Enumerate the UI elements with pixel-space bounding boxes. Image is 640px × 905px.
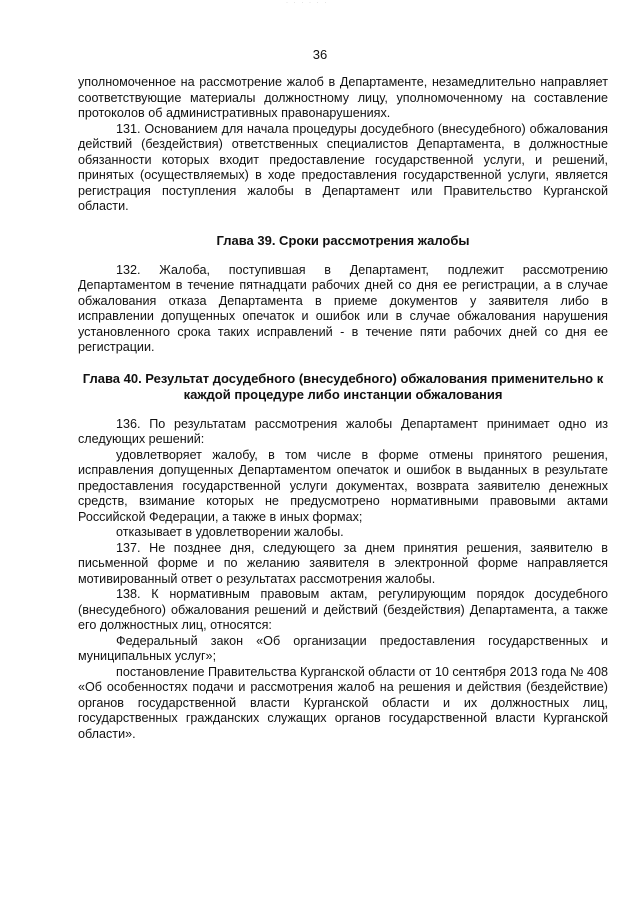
paragraph-136-option-refuse: отказывает в удовлетворении жалобы. xyxy=(116,525,344,539)
paragraph-136-option-satisfy: удовлетворяет жалобу, в том числе в форме отмены принятого решения, исправления допущенных Департаментом опечаток и ошибок в выданных в результате предоставления государственной услуги документах, возврата заявителю денежных средств, взимание которых не предусмотрено нормативными правовыми актами Российской Федерации, а также в иных формах; xyxy=(78,447,608,524)
paragraph-138: 138. К нормативным правовым актам, регулирующим порядок досудебного (внесудебного) обжалования решений и действий (бездействия) Департамента, а также его должностных лиц, относятся: xyxy=(78,587,608,632)
page-number: 36 xyxy=(312,47,328,62)
paragraph-131: 131. Основанием для начала процедуры досудебного (внесудебного) обжалования действий (бездействия) ответственных специалистов Департамента, в должностные обязанности которых входит предоставление государственной услуги, и решений, принятых (осуществляемых) в ходе предоставления государственной услуги, является регистрация поступления жалобы в Департамент или Правительство Курганской области. xyxy=(78,121,608,213)
paragraph-federal-law: Федеральный закон «Об организации предоставления государственных и муниципальных услуг»; xyxy=(78,633,608,663)
paragraph-132: 132. Жалоба, поступившая в Департамент, подлежит рассмотрению Департаментом в течение пятнадцати рабочих дней со дня ее регистрации, а в случае обжалования отказа Департамента в приеме документов у заявителя либо в исправлении допущенных опечаток и ошибок или в случае обжалования нарушения установленного срока таких исправлений - в течение пяти рабочих дней со дня ее регистрации. xyxy=(78,262,608,354)
paragraph-resolution-408: постановление Правительства Курганской области от 10 сентября 2013 года № 408 «Об особенностях подачи и рассмотрения жалоб на решения и действия (бездействие) органов государственной власти Курганской области и их должностных лиц, государственных гражданских служащих органов государственной власти Курганской области». xyxy=(78,664,609,741)
paragraph-137: 137. Не позднее дня, следующего за днем принятия решения, заявителю в письменной форме и по желанию заявителя в электронной форме направляется мотивированный ответ о результатах рассмотрения жалобы. xyxy=(78,540,608,586)
chapter-39-heading: Глава 39. Сроки рассмотрения жалобы xyxy=(216,232,470,248)
document-body xyxy=(78,75,608,742)
paragraph-136: 136. По результатам рассмотрения жалобы Департамент принимает одно из следующих решений: xyxy=(78,416,608,446)
chapter-40-heading: Глава 40. Результат досудебного (внесудебного) обжалования применительно к каждой процедуре либо инстанции обжалования xyxy=(82,370,604,402)
scan-artifact: · · · · · · xyxy=(286,0,329,4)
paragraph-continuation: уполномоченное на рассмотрение жалоб в Департаменте, незамедлительно направляет соответствующие материалы должностному лицу, уполномоченному на составление протоколов об административных правонарушениях. xyxy=(78,75,608,120)
